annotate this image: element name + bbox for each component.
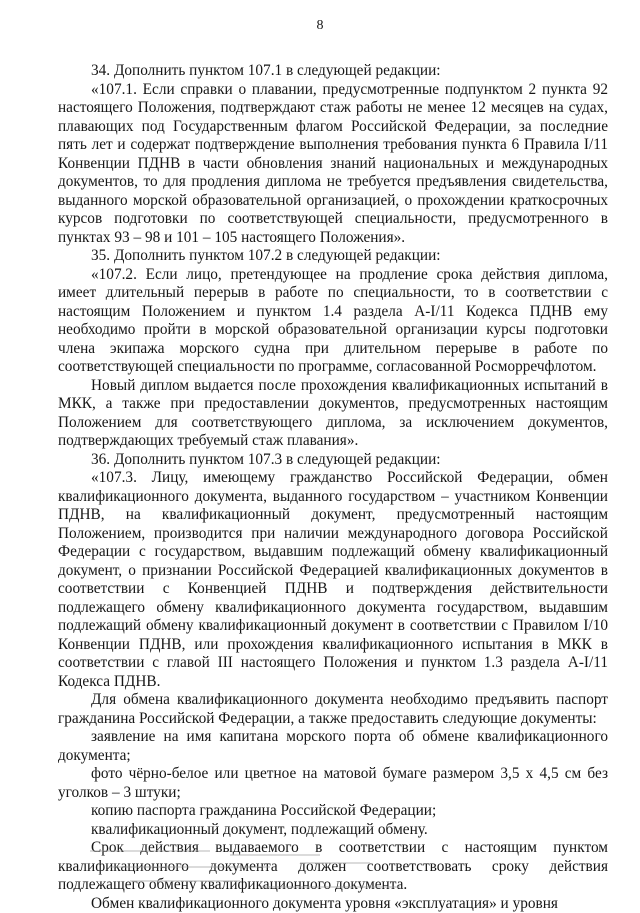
- paragraph-107-1: «107.1. Если справки о плавании, предусмотренные подпунктом 2 пункта 92 настоящего Положения, подтверждают стаж работы не менее 12 месяцев на судах, плавающих под Государственным флагом Российской Федерации, за последние пять лет и содержат подтверждение выполнения требования пункта 6 Правила I/11 Конвенции ПДНВ в части обновления знаний национальных и международных документов, то для продления диплома не требуется предъявления свидетельства, выданного морской образовательной организацией, о прохождении краткосрочных курсов подготовки по соответствующей специальности, предусмотренного в пунктах 93 – 98 и 101 – 105 настоящего Положения».: [58, 81, 608, 248]
- paragraph-exchange-level: Обмен квалификационного документа уровня «эксплуатация» и уровня: [58, 895, 608, 913]
- document-body: [58, 62, 608, 913]
- list-item-photo: фото чёрно-белое или цветное на матовой бумаге размером 3,5 х 4,5 см без уголков – 3 штуки;: [58, 765, 608, 802]
- paragraph-107-2: «107.2. Если лицо, претендующее на продление срока действия диплома, имеет длительный перерыв в работе по специальности, то в соответствии с настоящим Положением и пунктом 1.4 раздела A-I/11 Кодекса ПДНВ ему необходимо пройти в морской образовательной организации курсы подготовки члена экипажа морского судна при длительном перерыве в работе по соответствующей специальности по программе, согласованной Росморречфлотом.: [58, 266, 608, 377]
- paragraph-validity: Срок действия выдаваемого в соответствии с настоящим пунктом квалификационного документа должен соответствовать сроку действия подлежащего обмену квалификационного документа.: [58, 839, 608, 895]
- paragraph-34-heading: 34. Дополнить пунктом 107.1 в следующей редакции:: [58, 62, 608, 81]
- list-item-application: заявление на имя капитана морского порта об обмене квалификационного документа;: [58, 728, 608, 765]
- paragraph-107-3: «107.3. Лицу, имеющему гражданство Российской Федерации, обмен квалификационного документа, выданного государством – участником Конвенции ПДНВ, на квалификационный документ, предусмотренный настоящим Положением, производится при наличии международного договора Российской Федерации с государством, выдавшим подлежащий обмену квалификационный документ, о признании Российской Федерацией квалификационных документов в соответствии с Конвенцией ПДНВ и подтверждения действительности подлежащего обмену квалификационного документа государством, выдавшим подлежащий обмену квалификационный документ в соответствии с Правилом I/10 Конвенции ПДНВ, или прохождения квалификационного испытания в МКК в соответствии с главой III настоящего Положения и пунктом 1.3 раздела A-I/11 Кодекса ПДНВ.: [58, 469, 608, 691]
- paragraph-36-heading: 36. Дополнить пунктом 107.3 в следующей редакции:: [58, 451, 608, 470]
- list-item-passport-copy: копию паспорта гражданина Российской Федерации;: [58, 802, 608, 821]
- list-item-document: квалификационный документ, подлежащий обмену.: [58, 821, 608, 840]
- page-number: 8: [0, 18, 640, 34]
- paragraph-35-heading: 35. Дополнить пунктом 107.2 в следующей редакции:: [58, 247, 608, 266]
- paragraph-exchange-requirements: Для обмена квалификационного документа необходимо предъявить паспорт гражданина Российской Федерации, а также предоставить следующие документы:: [58, 691, 608, 728]
- paragraph-new-diploma: Новый диплом выдается после прохождения квалификационных испытаний в МКК, а также при предоставлении документов, предусмотренных настоящим Положением для соответствующего диплома, за исключением документов, подтверждающих требуемый стаж плавания».: [58, 377, 608, 451]
